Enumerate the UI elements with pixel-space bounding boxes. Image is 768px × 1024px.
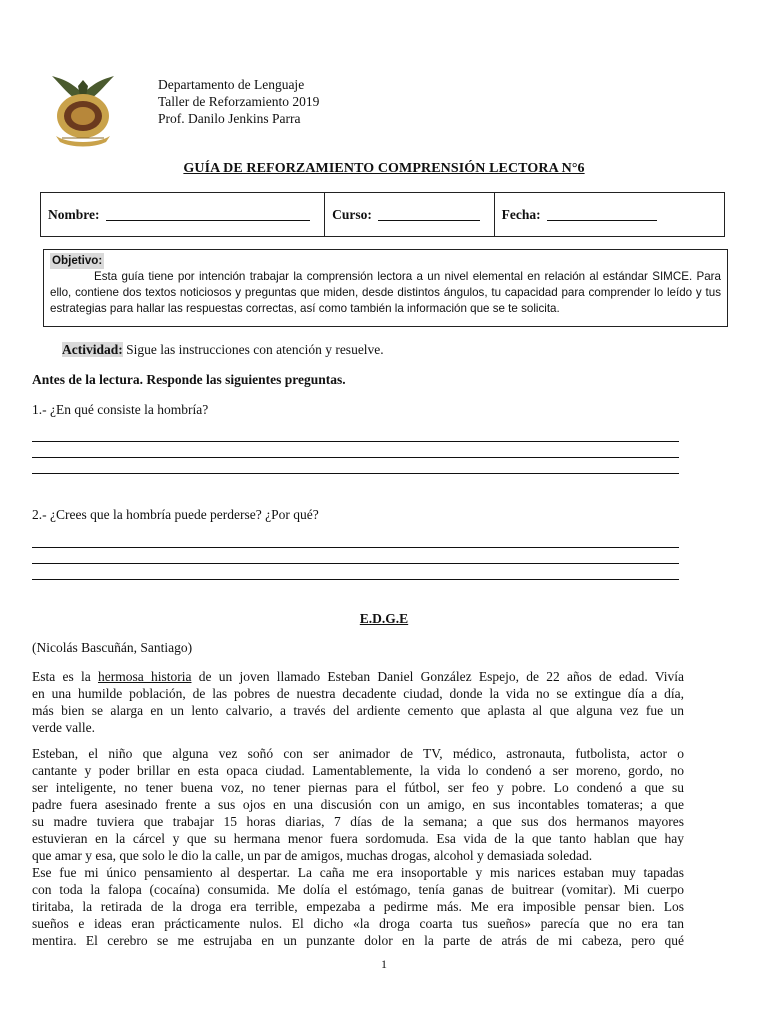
activity-line [62, 341, 384, 358]
paragraph-line: cantante y poder brillar en esta opaca ciudad. Lamentablemente, la vida lo condenó a ser moreno, gordo, no [32, 763, 684, 778]
paragraph-line: más bien se alarga en un lento calvario, a través del ardiente cemento que aplasta al que alguna vez fue un [32, 703, 684, 718]
name-label: Nombre: [48, 206, 100, 222]
story-paragraph-3 [32, 864, 684, 949]
story-author: (Nicolás Bascuñán, Santiago) [32, 640, 193, 655]
paragraph-line: estuvieran en la cárcel y que su hermana menor fuera sordomuda. Esa vida de la que tanto hablan que hay [32, 831, 684, 846]
course-label: Curso: [332, 206, 372, 222]
answer-line[interactable] [32, 563, 679, 564]
workshop-label: Taller de Reforzamiento 2019 [158, 94, 320, 109]
date-field[interactable] [547, 208, 657, 221]
line-segment: Esta es la [32, 669, 98, 684]
paragraph-line [32, 668, 684, 685]
underlined-phrase: hermosa historia [97, 669, 192, 684]
date-label: Fecha: [501, 206, 541, 222]
paragraph-line: Esteban, el niño que alguna vez soñó con ser animador de TV, médico, astronauta, futbolista, actor o [32, 746, 684, 761]
answer-line[interactable] [32, 473, 679, 474]
question-2: 2.- ¿Crees que la hombría puede perderse? ¿Por qué? [32, 507, 319, 522]
story-paragraph-1 [32, 668, 684, 736]
course-cell [325, 193, 495, 236]
paragraph-line: con toda la falopa (cocaína) consumida. Me dolía el estómago, tenía ganas de buitrear (vomitar). Mi cuerpo [32, 882, 684, 897]
activity-label: Actividad: [62, 342, 123, 357]
date-cell [495, 193, 724, 236]
student-info-table [40, 192, 725, 237]
objective-label: Objetivo: [52, 254, 103, 267]
answer-line[interactable] [32, 457, 679, 458]
paragraph-line: Ese fue mi único pensamiento al despertar. La caña me era insoportable y mis narices estaban muy tapadas [32, 865, 684, 880]
course-field[interactable] [378, 208, 480, 221]
paragraph-line: ser inteligente, no tener buena voz, no tener piernas para el fútbol, ser feo y pobre. Lo condenó a que su [32, 780, 684, 795]
page-number: 1 [381, 957, 387, 971]
paragraph-line: verde valle. [32, 720, 95, 735]
question-1: 1.- ¿En qué consiste la hombría? [32, 402, 209, 417]
paragraph-line: mentira. El cerebro se me estrujaba en un punzante dolor en la parte de atrás de mi cabeza, pero qué [32, 933, 684, 948]
school-crest-logo [48, 72, 118, 152]
paragraph-line: que amar y esa, que solo le dio la calle, un par de amigos, muchas drogas, alcohol y demasiada soledad. [32, 848, 593, 863]
header-block [158, 76, 319, 127]
answer-line[interactable] [32, 579, 679, 580]
paragraph-line: su madre tuviera que trabajar 15 horas diarias, 7 días de la semana; a que sus dos hermanos mayores [32, 814, 684, 829]
story-title: E.D.G.E [359, 611, 409, 626]
department-label: Departamento de Lenguaje [158, 77, 305, 92]
answer-line[interactable] [32, 547, 679, 548]
activity-text: Sigue las instrucciones con atención y resuelve. [126, 342, 384, 357]
name-field[interactable] [106, 208, 310, 221]
objective-box [43, 249, 728, 327]
line-segment: de un joven llamado Esteban Daniel González Espejo, de 22 años de edad. Vivía [191, 669, 684, 684]
paragraph-line: en una humilde población, de las pobres de nuestra decadente ciudad, donde la vida no se extingue día a día, [32, 686, 684, 701]
paragraph-line: padre fuera asesinado frente a sus ojos en una discusión con un amigo, en sus incontables tomateras; a que [32, 797, 684, 812]
paragraph-line: sueños e ideas eran prácticamente nulos. El dicho «la droga coarta tus sueños» parecía que no era tan [32, 916, 684, 931]
objective-text: Esta guía tiene por intención trabajar la comprensión lectora a un nivel elemental en relación al estándar SIMCE. Para ello, contiene dos textos noticiosos y preguntas que miden, desde distintos ángulos, tu capacidad para comprender lo leído y tus estrategias para hallar las respuestas correctas, así como también la información que se te solicita. [50, 270, 721, 315]
story-paragraph-2 [32, 745, 684, 864]
teacher-label: Prof. Danilo Jenkins Parra [158, 111, 301, 126]
pre-reading-heading: Antes de la lectura. Responde las siguientes preguntas. [32, 372, 346, 387]
name-cell [41, 193, 325, 236]
answer-line[interactable] [32, 441, 679, 442]
paragraph-line: tiritaba, la retirada de la droga era terrible, empezaba a pedirme más. Me era imposible pensar bien. Los [32, 899, 684, 914]
page-title: GUÍA DE REFORZAMIENTO COMPRENSIÓN LECTORA N°6 [183, 161, 585, 176]
eagle-crest-icon [48, 72, 118, 152]
